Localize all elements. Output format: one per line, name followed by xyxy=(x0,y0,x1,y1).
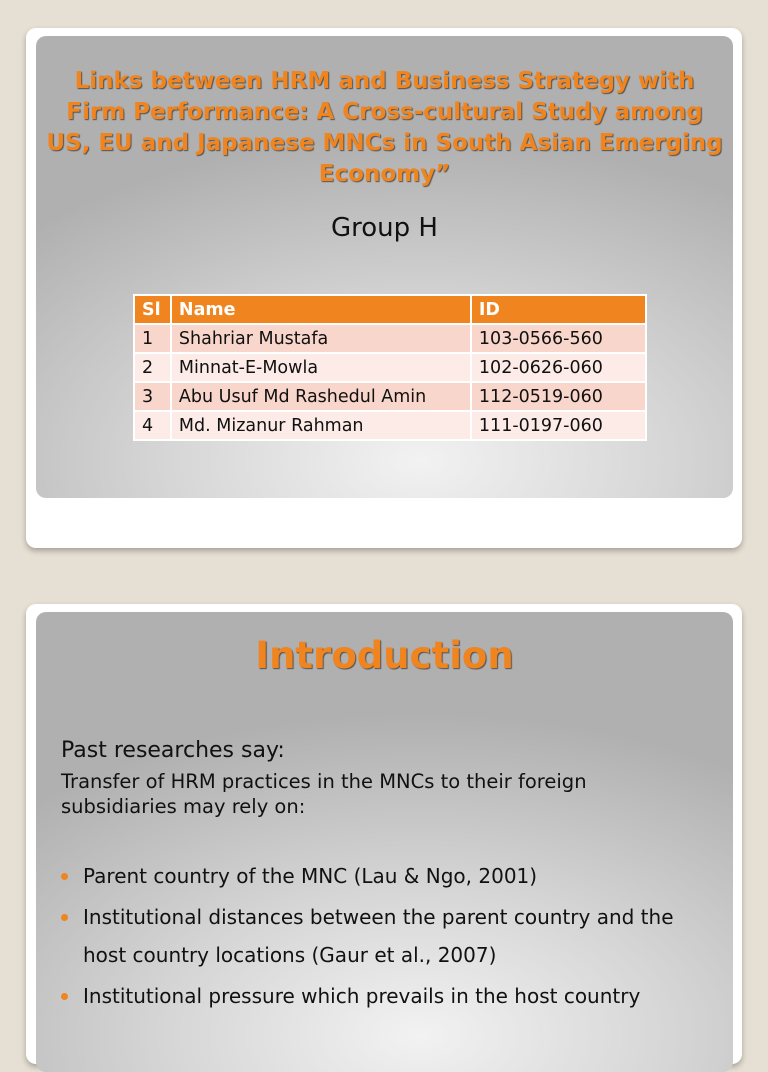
slide-1-content xyxy=(36,36,733,498)
table-row xyxy=(134,353,646,382)
list-item-text: Institutional distances between the parent country and the host country locations (Gaur et al., 2007) xyxy=(83,905,674,967)
table-row xyxy=(134,411,646,440)
bullet-dot-icon xyxy=(61,993,68,1000)
group-members-table xyxy=(133,294,647,441)
list-item xyxy=(61,857,721,895)
table-cell-id: 112-0519-060 xyxy=(471,382,646,411)
table-cell-id: 102-0626-060 xyxy=(471,353,646,382)
table-cell-id: 103-0566-560 xyxy=(471,324,646,353)
bullet-dot-icon xyxy=(61,914,68,921)
bullet-dot-icon xyxy=(61,873,68,880)
column-header-id: ID xyxy=(471,295,646,324)
lead-text: Past researches say: xyxy=(61,738,285,763)
table-cell-sl: 1 xyxy=(134,324,171,353)
slide-title: Introduction xyxy=(255,634,514,677)
table-row xyxy=(134,324,646,353)
column-header-sl: Sl xyxy=(134,295,171,324)
table-cell-name: Shahriar Mustafa xyxy=(171,324,471,353)
slide-2-content xyxy=(36,612,733,1072)
table-header-row xyxy=(134,295,646,324)
body-text: Transfer of HRM practices in the MNCs to their foreign subsidiaries may rely on: xyxy=(61,770,587,818)
table-cell-id: 111-0197-060 xyxy=(471,411,646,440)
table-cell-sl: 2 xyxy=(134,353,171,382)
table-cell-sl: 4 xyxy=(134,411,171,440)
list-item-text: Institutional pressure which prevails in the host country xyxy=(83,984,641,1008)
table-cell-name: Md. Mizanur Rahman xyxy=(171,411,471,440)
table-cell-name: Abu Usuf Md Rashedul Amin xyxy=(171,382,471,411)
column-header-name: Name xyxy=(171,295,471,324)
list-item xyxy=(61,977,721,1015)
slide-2 xyxy=(26,604,742,1064)
list-item-text: Parent country of the MNC (Lau & Ngo, 2001) xyxy=(83,864,538,888)
table-row xyxy=(134,382,646,411)
list-item xyxy=(61,898,721,974)
table-cell-sl: 3 xyxy=(134,382,171,411)
slide-1 xyxy=(26,28,742,548)
bullet-list xyxy=(61,857,721,1018)
slide-title: Links between HRM and Business Strategy with Firm Performance: A Cross-cultural Study among US, EU and Japanese MNCs in South Asian Emerging Economy” xyxy=(46,68,723,187)
slide-subtitle: Group H xyxy=(331,213,438,243)
table-cell-name: Minnat-E-Mowla xyxy=(171,353,471,382)
